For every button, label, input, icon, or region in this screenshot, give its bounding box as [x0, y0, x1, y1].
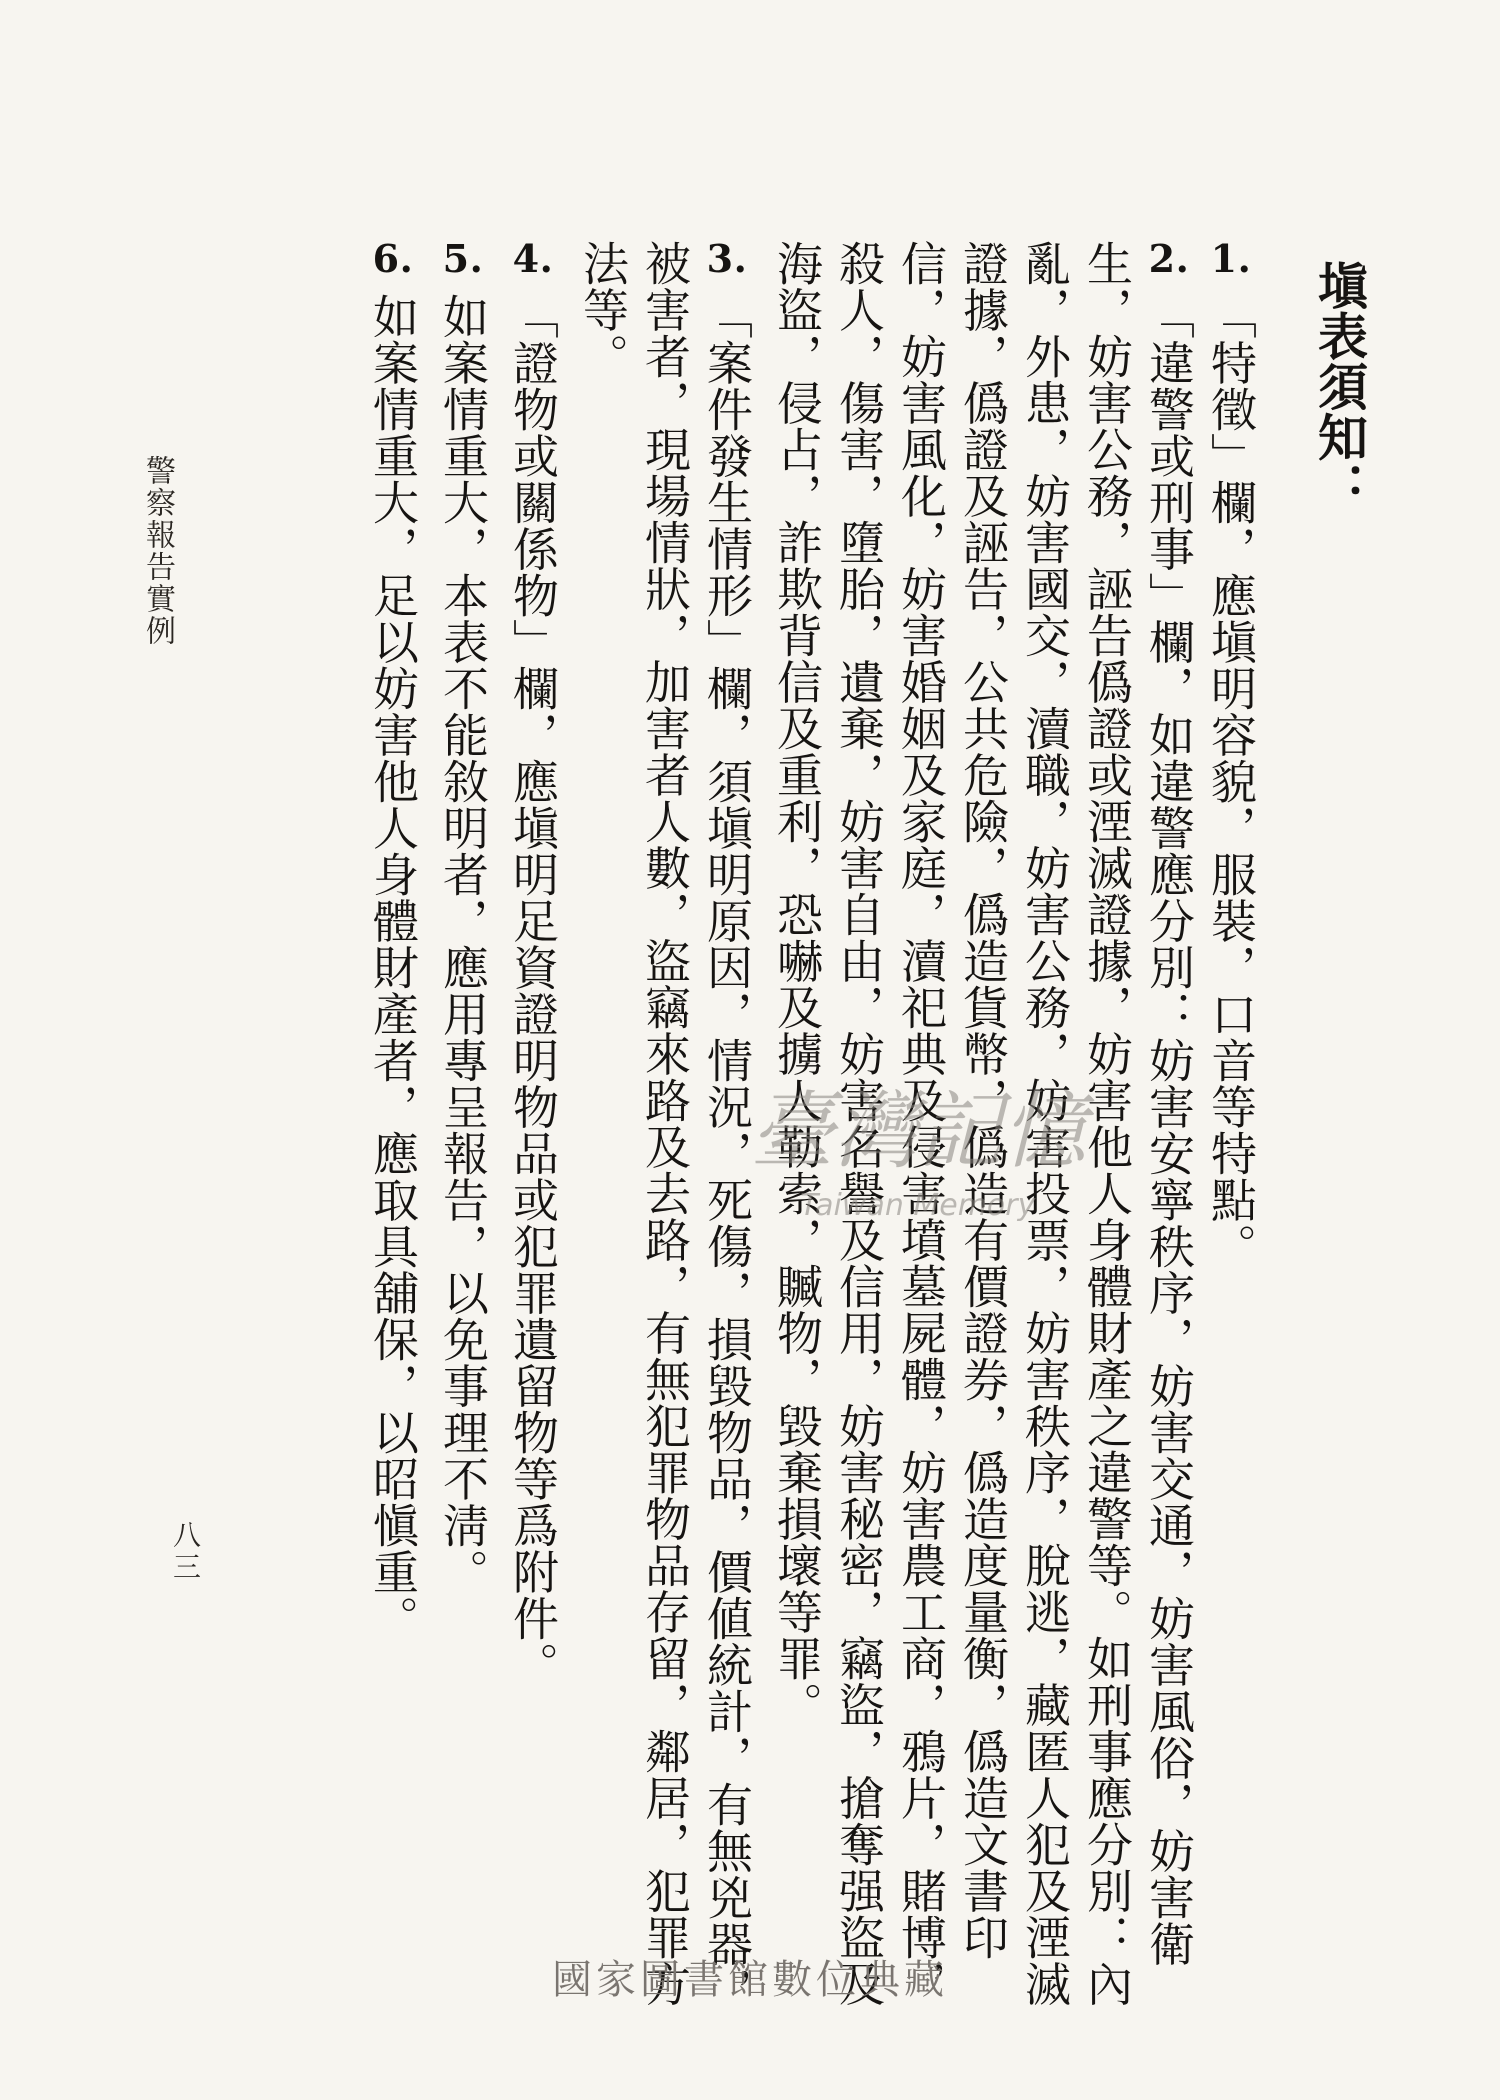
- instruction-item-5: [432, 236, 494, 2020]
- item-text: 「特徵」欄，應塡明容貌，服裝，口音等特點。: [1204, 293, 1258, 1270]
- item-number: 6.: [372, 236, 414, 281]
- item-text: 如案情重大，本表不能敘明者，應用專呈報告，以免事理不淸。: [436, 293, 490, 1596]
- instruction-item-6: [362, 236, 424, 2020]
- item-number: 1.: [1210, 236, 1252, 281]
- watermark-sub: Taiwan Memory: [800, 1188, 1036, 1223]
- instructions-heading: 塡表須知：: [1310, 260, 1369, 513]
- item-text: 「證物或關係物」欄，應塡明足資證明物品或犯罪遺留物等爲附件。: [506, 293, 560, 1689]
- instruction-item-3: [572, 236, 758, 2020]
- item-text: 「違警或刑事」欄，如違警應分別：妨害安寧秩序，妨害交通，妨害風俗，妨害衛生，妨害公務，誣告僞證或湮滅證據，妨害他人身體財產之違警等。如刑事應分別：內亂，外患，妨害國交，瀆職，妨害公務，妨害投票，妨害秩序，脫逃，藏匿人犯及湮滅證據，僞證及誣告，公共危險，僞造貨幣，僞造有價證券，僞造度量衡，僞造文書印信，妨害風化，妨害婚姻及家庭，瀆祀典及侵害墳墓屍體，妨害農工商，鴉片，賭博，殺人，傷害，墮胎，遺棄，妨害自由，妨害名譽及信用，妨害秘密，竊盜，搶奪强盜及海盜，侵占，詐欺背信及重利，恐嚇及擄人勒索，贓物，毀棄損壞等罪。: [770, 240, 1196, 2007]
- taiwan-memory-watermark: [740, 1050, 1120, 1250]
- item-number: 4.: [512, 236, 554, 281]
- item-number: 3.: [706, 236, 748, 281]
- item-text: 「案件發生情形」欄，須塡明原因，情況，死傷，損毀物品，價値統計，有無兇器，被害者，現場情狀，加害者人數，盜竊來路及去路，有無犯罪物品存留，鄰居，犯罪方法等。: [576, 240, 754, 2014]
- instruction-item-1: [1200, 236, 1262, 2020]
- item-number: 5.: [442, 236, 484, 281]
- page-number: 八三: [169, 1520, 202, 1584]
- watermark-main: 臺灣記憶: [750, 1082, 1087, 1180]
- footer-credit: 國家圖書館數位典藏: [552, 1957, 948, 2003]
- item-text: 如案情重大，足以妨害他人身體財產者，應取具舖保，以昭愼重。: [366, 293, 420, 1642]
- instruction-item-4: [502, 236, 564, 2020]
- running-title: 警察報告實例: [140, 455, 175, 647]
- item-number: 2.: [1148, 236, 1190, 281]
